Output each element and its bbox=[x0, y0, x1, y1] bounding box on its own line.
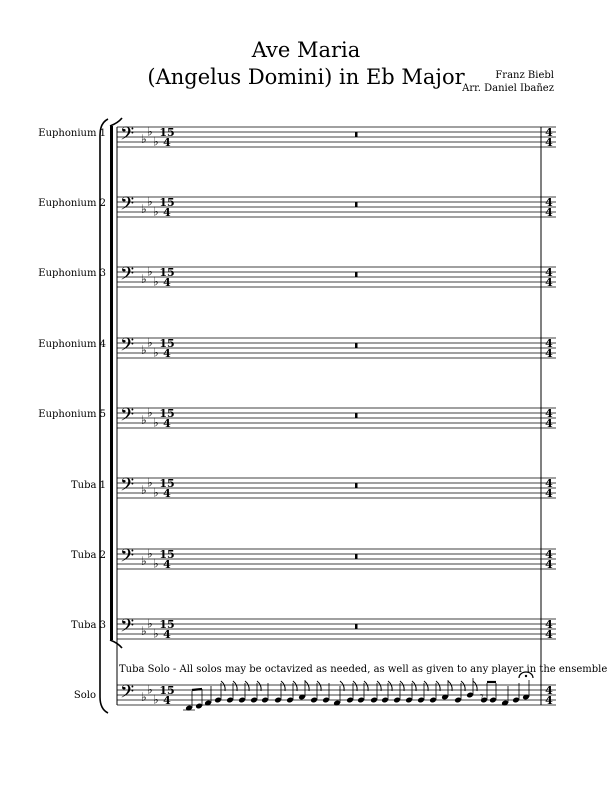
time-signature-denominator: 4 bbox=[163, 694, 171, 707]
next-time-signature-denominator: 4 bbox=[545, 487, 553, 500]
instrument-name-euphonium-5: Euphonium 5 bbox=[38, 409, 106, 420]
ensemble-bracket-bottom-hook bbox=[110, 640, 122, 648]
flat-icon: ♭ bbox=[153, 485, 159, 500]
time-signature-denominator: 4 bbox=[163, 417, 171, 430]
next-time-signature-numerator: 4 bbox=[545, 196, 553, 209]
next-time-signature-denominator: 4 bbox=[545, 136, 553, 149]
measure-rest bbox=[355, 343, 358, 348]
note-flag bbox=[400, 681, 404, 691]
note-flag bbox=[353, 681, 357, 691]
time-signature-denominator: 4 bbox=[163, 628, 171, 641]
next-time-signature-denominator: 4 bbox=[545, 694, 553, 707]
next-time-signature-numerator: 4 bbox=[545, 266, 553, 279]
instrument-name-solo: Solo bbox=[73, 690, 96, 701]
flat-icon: ♭ bbox=[147, 264, 153, 279]
measure-rest bbox=[355, 483, 358, 488]
note-flag bbox=[221, 681, 225, 691]
instrument-name-tuba-3: Tuba 3 bbox=[70, 620, 106, 631]
note-flag bbox=[233, 681, 237, 691]
instrument-name-euphonium-1: Euphonium 1 bbox=[38, 128, 106, 139]
flat-icon: ♭ bbox=[141, 272, 147, 286]
bass-clef-icon: 𝄢 bbox=[120, 616, 135, 641]
flat-icon: ♭ bbox=[141, 202, 147, 216]
next-time-signature-numerator: 4 bbox=[545, 337, 553, 350]
note-flag bbox=[317, 681, 321, 691]
note-flag bbox=[461, 681, 465, 691]
instrument-name-euphonium-3: Euphonium 3 bbox=[38, 268, 106, 279]
eighth-rest-icon: 𝄾 bbox=[480, 689, 484, 705]
bass-clef-icon: 𝄢 bbox=[120, 124, 135, 149]
time-signature-denominator: 4 bbox=[163, 206, 171, 219]
flat-icon: ♭ bbox=[153, 204, 159, 219]
time-signature-numerator: 15 bbox=[159, 126, 175, 139]
time-signature-numerator: 15 bbox=[159, 618, 175, 631]
next-time-signature-numerator: 4 bbox=[545, 618, 553, 631]
flat-icon: ♭ bbox=[147, 194, 153, 209]
time-signature-denominator: 4 bbox=[163, 487, 171, 500]
note-flag bbox=[412, 681, 416, 691]
note-flag bbox=[436, 681, 440, 691]
instrument-name-tuba-2: Tuba 2 bbox=[70, 550, 106, 561]
next-time-signature-denominator: 4 bbox=[545, 347, 553, 360]
time-signature-numerator: 15 bbox=[159, 266, 175, 279]
flat-icon: ♭ bbox=[141, 343, 147, 357]
instrument-name-euphonium-4: Euphonium 4 bbox=[38, 339, 106, 350]
flat-icon: ♭ bbox=[141, 690, 147, 704]
fermata-dot bbox=[525, 675, 527, 677]
next-time-signature-numerator: 4 bbox=[545, 407, 553, 420]
flat-icon: ♭ bbox=[147, 405, 153, 420]
flat-icon: ♭ bbox=[153, 134, 159, 149]
note-flag bbox=[281, 681, 285, 691]
flat-icon: ♭ bbox=[147, 616, 153, 631]
bass-clef-icon: 𝄢 bbox=[120, 335, 135, 360]
time-signature-numerator: 15 bbox=[159, 407, 175, 420]
flat-icon: ♭ bbox=[141, 413, 147, 427]
flat-icon: ♭ bbox=[153, 556, 159, 571]
note-flag bbox=[377, 681, 381, 691]
note-flag bbox=[340, 681, 344, 691]
flat-icon: ♭ bbox=[141, 624, 147, 638]
next-time-signature-denominator: 4 bbox=[545, 628, 553, 641]
measure-rest bbox=[355, 554, 358, 559]
note-flag bbox=[293, 681, 297, 691]
title-line-2: (Angelus Domini) in Eb Major bbox=[147, 65, 465, 89]
flat-icon: ♭ bbox=[141, 554, 147, 568]
note-flag bbox=[364, 681, 368, 691]
time-signature-denominator: 4 bbox=[163, 136, 171, 149]
next-time-signature-numerator: 4 bbox=[545, 126, 553, 139]
arranger: Arr. Daniel Ibañez bbox=[462, 83, 554, 94]
note-flag bbox=[473, 681, 477, 691]
flat-icon: ♭ bbox=[147, 682, 153, 697]
bass-clef-icon: 𝄢 bbox=[120, 546, 135, 571]
bass-clef-icon: 𝄢 bbox=[120, 264, 135, 289]
time-signature-numerator: 15 bbox=[159, 477, 175, 490]
flat-icon: ♭ bbox=[153, 692, 159, 707]
measure-rest bbox=[355, 272, 358, 277]
bass-clef-icon: 𝄢 bbox=[120, 405, 135, 430]
flat-icon: ♭ bbox=[147, 124, 153, 139]
time-signature-numerator: 15 bbox=[159, 548, 175, 561]
note-flag bbox=[388, 681, 392, 691]
time-signature-numerator: 15 bbox=[159, 337, 175, 350]
note-flag bbox=[257, 681, 261, 691]
solo-instruction: Tuba Solo - All solos may be octavized as needed, as well as given to any player in the ensemble bbox=[119, 664, 608, 675]
bass-clef-icon: 𝄢 bbox=[120, 194, 135, 219]
measure-rest bbox=[355, 202, 358, 207]
next-time-signature-denominator: 4 bbox=[545, 206, 553, 219]
time-signature-denominator: 4 bbox=[163, 558, 171, 571]
flat-icon: ♭ bbox=[153, 274, 159, 289]
flat-icon: ♭ bbox=[147, 335, 153, 350]
next-time-signature-denominator: 4 bbox=[545, 417, 553, 430]
time-signature-denominator: 4 bbox=[163, 347, 171, 360]
next-time-signature-numerator: 4 bbox=[545, 477, 553, 490]
note-flag bbox=[305, 681, 309, 691]
note-flag bbox=[448, 681, 452, 691]
instrument-name-tuba-1: Tuba 1 bbox=[70, 480, 106, 491]
measure-rest bbox=[355, 624, 358, 629]
flat-icon: ♭ bbox=[153, 345, 159, 360]
next-time-signature-denominator: 4 bbox=[545, 558, 553, 571]
next-time-signature-denominator: 4 bbox=[545, 276, 553, 289]
measure-rest bbox=[355, 132, 358, 137]
time-signature-denominator: 4 bbox=[163, 276, 171, 289]
instrument-name-euphonium-2: Euphonium 2 bbox=[38, 198, 106, 209]
next-time-signature-numerator: 4 bbox=[545, 684, 553, 697]
flat-icon: ♭ bbox=[141, 132, 147, 146]
bass-clef-icon: 𝄢 bbox=[120, 682, 135, 707]
flat-icon: ♭ bbox=[147, 475, 153, 490]
note-flag bbox=[424, 681, 428, 691]
measure-rest bbox=[355, 413, 358, 418]
time-signature-numerator: 15 bbox=[159, 684, 175, 697]
flat-icon: ♭ bbox=[153, 415, 159, 430]
system-bracket bbox=[100, 119, 108, 713]
flat-icon: ♭ bbox=[153, 626, 159, 641]
note-beam bbox=[192, 689, 202, 690]
time-signature-numerator: 15 bbox=[159, 196, 175, 209]
flat-icon: ♭ bbox=[147, 546, 153, 561]
flat-icon: ♭ bbox=[141, 483, 147, 497]
next-time-signature-numerator: 4 bbox=[545, 548, 553, 561]
note-flag bbox=[245, 681, 249, 691]
bass-clef-icon: 𝄢 bbox=[120, 475, 135, 500]
composer: Franz Biebl bbox=[495, 70, 554, 81]
ensemble-bracket bbox=[110, 126, 113, 640]
title-line-1: Ave Maria bbox=[251, 38, 361, 62]
